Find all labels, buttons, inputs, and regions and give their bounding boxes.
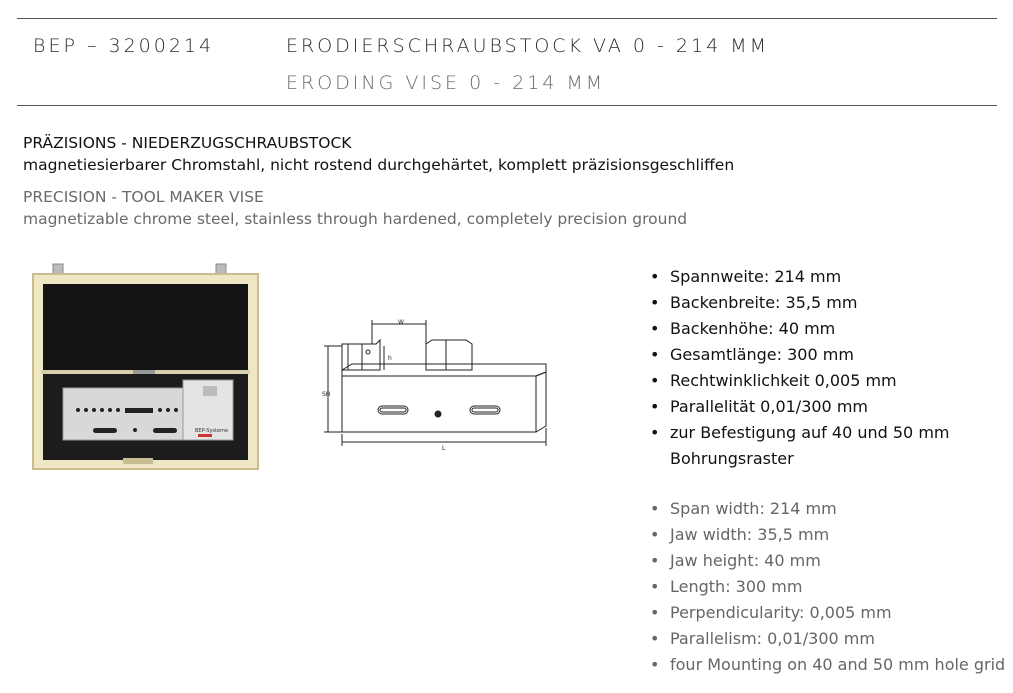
dim-w-label: W bbox=[398, 319, 404, 326]
product-title-de: ERODIERSCHRAUBSTOCK VA 0 - 214 MM bbox=[286, 35, 769, 57]
intro-text-de: magnetiesierbarer Chromstahl, nicht rostend durchgehärtet, komplett präzisionsgeschliffen bbox=[23, 156, 735, 174]
spec-item: • Span width: 214 mm bbox=[648, 496, 1005, 522]
dim-l-label: L bbox=[442, 445, 446, 452]
spec-item: • Perpendicularity: 0,005 mm bbox=[648, 600, 1005, 626]
spec-item: • Gesamtlänge: 300 mm bbox=[648, 342, 990, 368]
spec-list-en bbox=[648, 496, 1005, 678]
intro-heading-en: PRECISION - TOOL MAKER VISE bbox=[23, 188, 264, 206]
spec-item: • Length: 300 mm bbox=[648, 574, 1005, 600]
spec-item: • Jaw width: 35,5 mm bbox=[648, 522, 1005, 548]
header-top-rule bbox=[17, 18, 997, 19]
intro-heading-de: PRÄZISIONS - NIEDERZUGSCHRAUBSTOCK bbox=[23, 134, 352, 152]
spec-item: • zur Befestigung auf 40 und 50 mm Bohrungsraster bbox=[648, 420, 990, 472]
product-photo bbox=[23, 262, 268, 472]
product-code: BEP – 3200214 bbox=[33, 35, 215, 57]
dim-side-label: SH bbox=[322, 391, 331, 398]
spec-item: • Jaw height: 40 mm bbox=[648, 548, 1005, 574]
technical-drawing bbox=[316, 314, 548, 454]
spec-item: • Parallelism: 0,01/300 mm bbox=[648, 626, 1005, 652]
dim-h-label: h bbox=[388, 355, 392, 362]
spec-item: • Rechtwinklichkeit 0,005 mm bbox=[648, 368, 990, 394]
product-title-en: ERODING VISE 0 - 214 MM bbox=[286, 72, 606, 94]
spec-item: • four Mounting on 40 and 50 mm hole grid bbox=[648, 652, 1005, 678]
spec-item: • Parallelität 0,01/300 mm bbox=[648, 394, 990, 420]
spec-list-de bbox=[648, 264, 990, 472]
brand-label: BEP-Systeme bbox=[195, 428, 229, 434]
header-bottom-rule bbox=[17, 105, 997, 106]
spec-item: • Backenbreite: 35,5 mm bbox=[648, 290, 990, 316]
spec-item: • Spannweite: 214 mm bbox=[648, 264, 990, 290]
spec-item: • Backenhöhe: 40 mm bbox=[648, 316, 990, 342]
intro-text-en: magnetizable chrome steel, stainless through hardened, completely precision ground bbox=[23, 210, 688, 228]
